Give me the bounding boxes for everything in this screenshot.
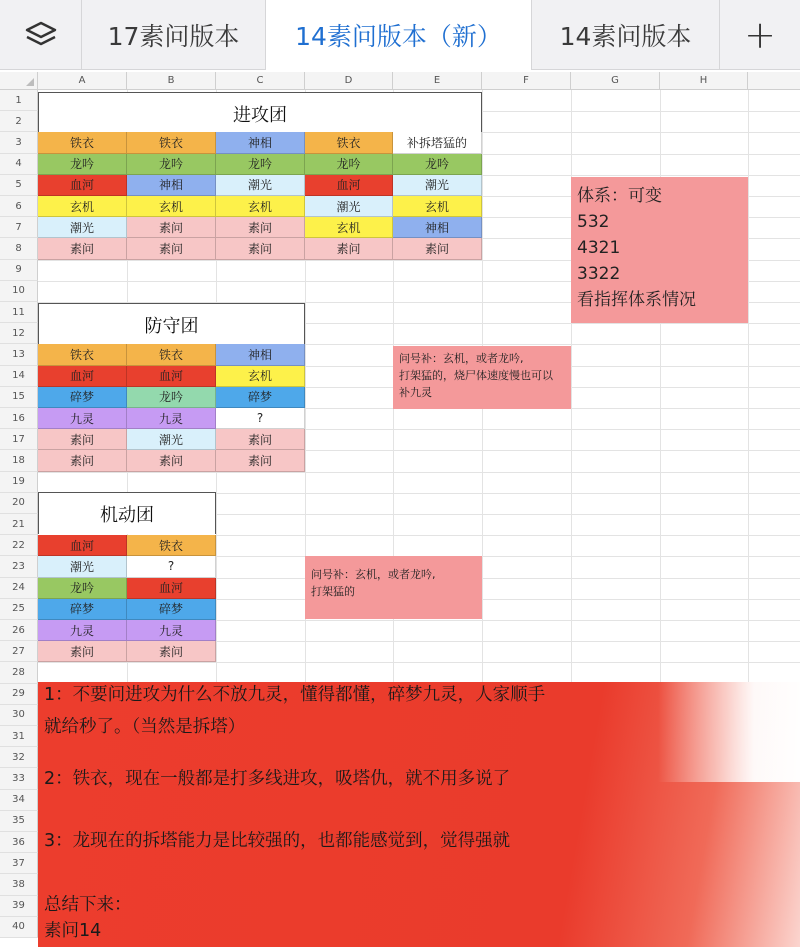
mobile-cell[interactable]: 血河 xyxy=(38,535,127,556)
row-header-35[interactable]: 35 xyxy=(0,811,38,832)
row-header-22[interactable]: 22 xyxy=(0,535,38,556)
defense-cell[interactable]: 素问 xyxy=(38,450,127,471)
attack-cell[interactable]: 素问 xyxy=(216,238,305,259)
tab-label: 14素问版本（新） xyxy=(295,22,502,51)
defense-title-text: 防守团 xyxy=(144,315,199,337)
mobile-cell[interactable]: 九灵 xyxy=(127,620,216,641)
row-header-14[interactable]: 14 xyxy=(0,366,38,387)
row-header-38[interactable]: 38 xyxy=(0,874,38,895)
note-line: 打架猛的 xyxy=(311,585,355,598)
system-note-line: 3322 xyxy=(577,264,621,284)
layers-button[interactable] xyxy=(0,0,82,70)
system-note-line: 看指挥体系情况 xyxy=(577,290,696,310)
attack-cell[interactable]: 神相 xyxy=(127,175,216,196)
attack-cell[interactable]: 神相 xyxy=(393,217,482,238)
attack-cell[interactable]: 素问 xyxy=(305,238,393,259)
defense-cell[interactable]: 素问 xyxy=(216,429,305,450)
row-header-16[interactable]: 16 xyxy=(0,408,38,429)
defense-cell[interactable]: 九灵 xyxy=(38,408,127,429)
spreadsheet[interactable] xyxy=(0,72,800,947)
row-header-36[interactable]: 36 xyxy=(0,832,38,853)
defense-cell[interactable]: 潮光 xyxy=(127,429,216,450)
row-header-21[interactable]: 21 xyxy=(0,514,38,535)
system-note-line: 4321 xyxy=(577,238,621,258)
column-header-e[interactable]: E xyxy=(393,72,482,90)
attack-cell[interactable]: 龙吟 xyxy=(393,154,482,175)
defense-cell[interactable]: 碎梦 xyxy=(216,387,305,408)
row-header-27[interactable]: 27 xyxy=(0,641,38,662)
defense-group-title xyxy=(38,303,305,345)
mobile-cell[interactable]: 素问 xyxy=(38,641,127,662)
row-header-9[interactable]: 9 xyxy=(0,260,38,281)
tab-14-suwen-new[interactable] xyxy=(266,0,532,70)
row-header-18[interactable]: 18 xyxy=(0,450,38,471)
note-line: 补九灵 xyxy=(399,386,432,399)
row-header-4[interactable]: 4 xyxy=(0,154,38,175)
row-header-12[interactable]: 12 xyxy=(0,323,38,344)
attack-cell[interactable]: 神相 xyxy=(216,132,305,153)
row-header-15[interactable]: 15 xyxy=(0,387,38,408)
row-header-23[interactable]: 23 xyxy=(0,556,38,577)
layers-icon xyxy=(24,20,58,50)
attack-cell[interactable]: 血河 xyxy=(305,175,393,196)
defense-cell[interactable]: 龙吟 xyxy=(127,387,216,408)
attack-cell[interactable]: 铁衣 xyxy=(127,132,216,153)
system-note-line: 532 xyxy=(577,212,610,232)
mobile-cell[interactable]: 九灵 xyxy=(38,620,127,641)
row-header-24[interactable]: 24 xyxy=(0,578,38,599)
mobile-cell[interactable]: 铁衣 xyxy=(127,535,216,556)
attack-cell[interactable]: 铁衣 xyxy=(38,132,127,153)
explanation-fade xyxy=(658,682,800,782)
defense-cell[interactable]: 玄机 xyxy=(216,366,305,387)
row-header-34[interactable]: 34 xyxy=(0,790,38,811)
row-header-7[interactable]: 7 xyxy=(0,217,38,238)
row-header-19[interactable]: 19 xyxy=(0,472,38,493)
explanation-line: 就给秒了。（当然是拆塔） xyxy=(44,717,246,737)
defense-cell[interactable]: 神相 xyxy=(216,344,305,365)
row-header-10[interactable]: 10 xyxy=(0,281,38,302)
row-header-2[interactable]: 2 xyxy=(0,111,38,132)
column-header-b[interactable]: B xyxy=(127,72,216,90)
attack-cell[interactable]: 玄机 xyxy=(216,196,305,217)
attack-cell[interactable]: 潮光 xyxy=(305,196,393,217)
explanation-block xyxy=(38,682,800,947)
defense-cell[interactable]: 铁衣 xyxy=(127,344,216,365)
mobile-cell[interactable]: 潮光 xyxy=(38,556,127,577)
column-header-f[interactable]: F xyxy=(482,72,571,90)
mobile-title-text: 机动团 xyxy=(100,504,154,526)
column-header-h[interactable]: H xyxy=(660,72,748,90)
tab-label: 14素问版本 xyxy=(559,22,692,51)
row-header-20[interactable]: 20 xyxy=(0,493,38,514)
attack-cell[interactable]: 素问 xyxy=(216,217,305,238)
attack-cell[interactable]: 素问 xyxy=(38,238,127,259)
attack-cell[interactable]: 玄机 xyxy=(127,196,216,217)
row-header-29[interactable]: 29 xyxy=(0,684,38,705)
attack-cell[interactable]: 龙吟 xyxy=(38,154,127,175)
row-header-8[interactable]: 8 xyxy=(0,238,38,259)
add-sheet-button[interactable] xyxy=(720,0,800,70)
system-note-line: 体系：可变 xyxy=(577,186,662,206)
attack-cell[interactable]: 素问 xyxy=(127,217,216,238)
mobile-cell[interactable]: 碎梦 xyxy=(127,599,216,620)
defense-cell[interactable]: 素问 xyxy=(127,450,216,471)
defense-cell[interactable]: 九灵 xyxy=(127,408,216,429)
defense-cell[interactable]: 素问 xyxy=(216,450,305,471)
defense-cell[interactable]: 血河 xyxy=(127,366,216,387)
column-header-c[interactable]: C xyxy=(216,72,305,90)
tab-label: 17素问版本 xyxy=(107,22,240,51)
row-header-13[interactable]: 13 xyxy=(0,344,38,365)
row-header-26[interactable]: 26 xyxy=(0,620,38,641)
row-header-3[interactable]: 3 xyxy=(0,132,38,153)
note-line: 问号补：玄机，或者龙吟, xyxy=(399,352,524,365)
select-all-corner[interactable] xyxy=(0,72,38,90)
explanation-line: 1：不要问进攻为什么不放九灵，懂得都懂，碎梦九灵，人家顺手 xyxy=(44,685,546,705)
mobile-cell[interactable]: 血河 xyxy=(127,578,216,599)
mobile-cell[interactable]: ? xyxy=(127,556,216,577)
attack-cell[interactable]: 龙吟 xyxy=(127,154,216,175)
row-header-5[interactable]: 5 xyxy=(0,175,38,196)
explanation-line: 素问14 xyxy=(44,921,102,941)
row-header-11[interactable]: 11 xyxy=(0,302,38,323)
attack-group-title xyxy=(38,92,482,134)
attack-cell[interactable]: 素问 xyxy=(393,238,482,259)
mobile-group-title xyxy=(38,492,216,534)
mobile-cell[interactable]: 碎梦 xyxy=(38,599,127,620)
column-header-a[interactable]: A xyxy=(38,72,127,90)
attack-cell[interactable]: 潮光 xyxy=(393,175,482,196)
explanation-line: 3：龙现在的拆塔能力是比较强的，也都能感觉到，觉得强就 xyxy=(44,831,511,851)
defense-cell[interactable]: ? xyxy=(216,408,305,429)
explanation-line: 总结下来： xyxy=(44,895,132,915)
attack-cell[interactable]: 玄机 xyxy=(38,196,127,217)
note-line: 问号补：玄机，或者龙吟, xyxy=(311,568,436,581)
plus-icon: + xyxy=(744,13,776,57)
row-header-30[interactable]: 30 xyxy=(0,705,38,726)
system-note xyxy=(571,177,748,323)
defense-cell[interactable]: 碎梦 xyxy=(38,387,127,408)
grid-horizontal-line xyxy=(38,472,800,473)
tab-17-suwen[interactable] xyxy=(82,0,266,70)
attack-cell[interactable]: 潮光 xyxy=(38,217,127,238)
grid-horizontal-line xyxy=(38,662,800,663)
explanation-line: 2：铁衣，现在一般都是打多线进攻，吸塔仇，就不用多说了 xyxy=(44,769,511,789)
row-header-32[interactable]: 32 xyxy=(0,747,38,768)
defense-cell[interactable]: 素问 xyxy=(38,429,127,450)
defense-cell[interactable]: 铁衣 xyxy=(38,344,127,365)
mobile-cell[interactable]: 素问 xyxy=(127,641,216,662)
attack-title-text: 进攻团 xyxy=(233,104,287,126)
attack-cell[interactable]: 潮光 xyxy=(216,175,305,196)
column-header-g[interactable]: G xyxy=(571,72,660,90)
column-header-filler xyxy=(748,72,800,90)
attack-cell[interactable]: 血河 xyxy=(38,175,127,196)
defense-cell[interactable]: 血河 xyxy=(38,366,127,387)
attack-cell[interactable]: 铁衣 xyxy=(305,132,393,153)
column-header-d[interactable]: D xyxy=(305,72,393,90)
attack-cell[interactable]: 龙吟 xyxy=(305,154,393,175)
note-line: 打架猛的，烧尸体速度慢也可以 xyxy=(399,369,553,382)
row-header-31[interactable]: 31 xyxy=(0,726,38,747)
row-header-1[interactable]: 1 xyxy=(0,90,38,111)
row-header-28[interactable]: 28 xyxy=(0,662,38,683)
attack-cell[interactable]: 玄机 xyxy=(305,217,393,238)
tab-14-suwen[interactable] xyxy=(532,0,720,70)
attack-cell[interactable]: 玄机 xyxy=(393,196,482,217)
defense-question-note xyxy=(393,346,571,409)
row-header-33[interactable]: 33 xyxy=(0,768,38,789)
mobile-question-note xyxy=(305,556,482,619)
attack-cell[interactable]: 龙吟 xyxy=(216,154,305,175)
row-header-17[interactable]: 17 xyxy=(0,429,38,450)
attack-cell[interactable]: 补拆塔猛的 xyxy=(393,132,482,153)
attack-cell[interactable]: 素问 xyxy=(127,238,216,259)
row-header-6[interactable]: 6 xyxy=(0,196,38,217)
mobile-cell[interactable]: 龙吟 xyxy=(38,578,127,599)
row-header-25[interactable]: 25 xyxy=(0,599,38,620)
sheet-tab-bar xyxy=(0,0,800,70)
row-header-39[interactable]: 39 xyxy=(0,896,38,917)
row-header-40[interactable]: 40 xyxy=(0,917,38,938)
row-header-37[interactable]: 37 xyxy=(0,853,38,874)
